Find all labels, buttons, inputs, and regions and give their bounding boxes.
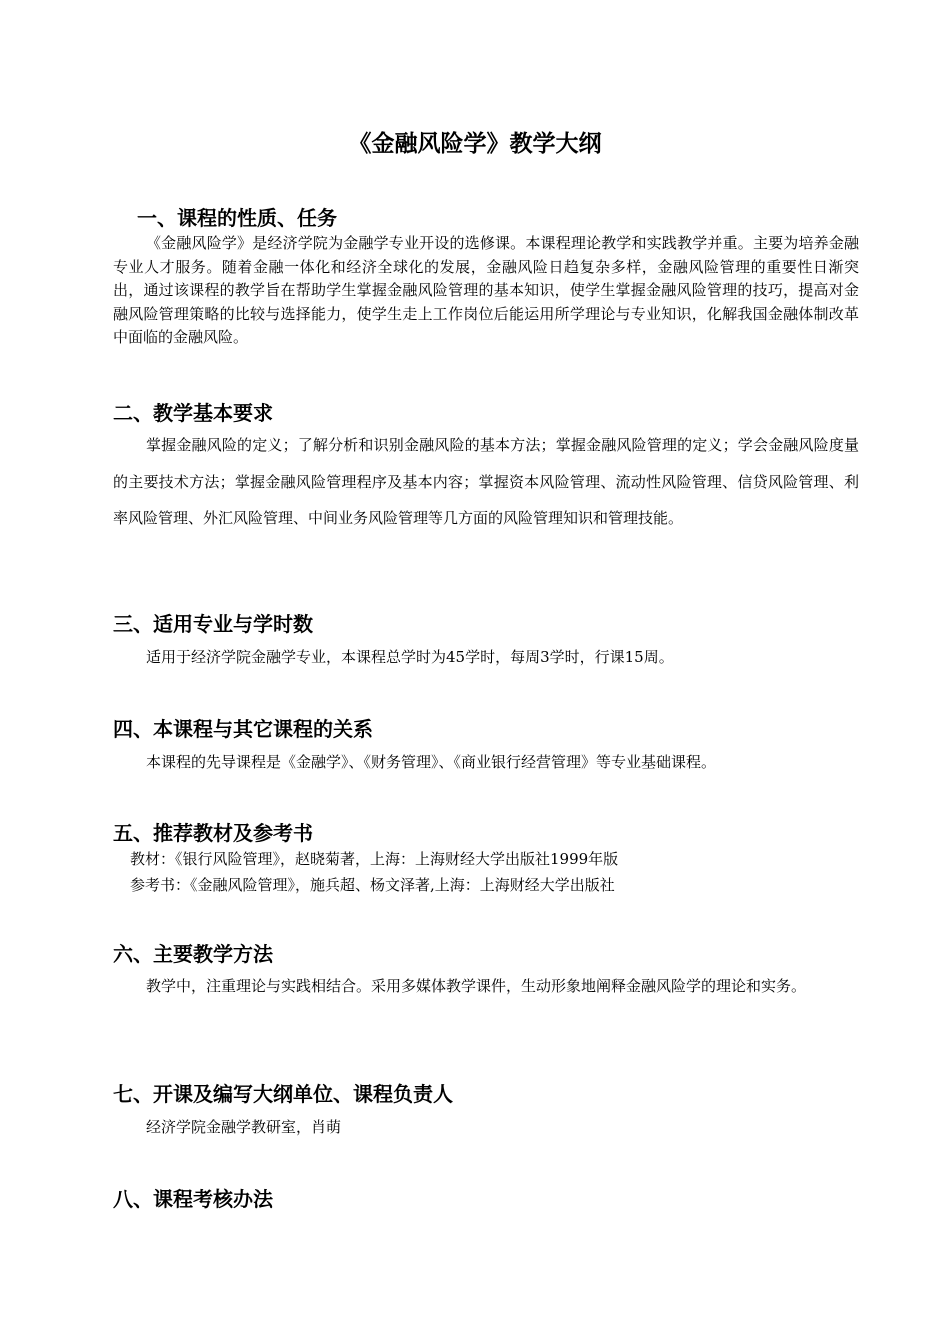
section-5-heading: 五、推荐教材及参考书 [113,821,313,845]
section-3-text: 适用于经济学院金融学专业，本课程总学时为45学时，每周3学时，行课15周。 [146,648,674,666]
section-7-text: 经济学院金融学教研室，肖萌 [146,1118,342,1136]
section-6-text: 教学中，注重理论与实践相结合。采用多媒体教学课件，生动形象地阐释金融风险学的理论和实务。 [146,977,807,995]
section-1-heading: 一、课程的性质、任务 [137,206,337,230]
section-1-text: 《金融风险学》是经济学院为金融学专业开设的选修课。本课程理论教学和实践教学并重。主要为培养金融专业人才服务。随着金融一体化和经济全球化的发展，金融风险日趋复杂多样，金融风险管理的重要性日渐突出，通过该课程的教学旨在帮助学生掌握金融风险管理的基本知识，使学生掌握金融风险管理的技巧，提高对金融风险管理策略的比较与选择能力，使学生走上工作岗位后能运用所学理论与专业知识，化解我国金融体制改革中面临的金融风险。 [113,234,859,346]
textbook-line: 教材：《银行风险管理》，赵晓菊著，上海：上海财经大学出版社1999年版 [130,850,619,868]
section-8-heading: 八、课程考核办法 [113,1187,273,1211]
section-4-text: 本课程的先导课程是《金融学》、《财务管理》、《商业银行经营管理》等专业基础课程。 [146,753,717,771]
section-2-text: 掌握金融风险的定义；了解分析和识别金融风险的基本方法；掌握金融风险管理的定义；学会金融风险度量的主要技术方法；掌握金融风险管理程序及基本内容；掌握资本风险管理、流动性风险管理、信贷风险管理、利率风险管理、外汇风险管理、中间业务风险管理等几方面的风险管理知识和管理技能。 [113,436,859,527]
section-3-heading: 三、适用专业与学时数 [113,612,313,636]
section-7-heading: 七、开课及编写大纲单位、课程负责人 [113,1082,453,1106]
section-2-heading: 二、教学基本要求 [113,401,273,425]
section-4-heading: 四、本课程与其它课程的关系 [113,717,373,741]
reference-line: 参考书：《金融风险管理》，施兵超、杨文泽著,上海：上海财经大学出版社 [130,876,615,894]
document-title: 《金融风险学》教学大纲 [348,131,602,157]
section-6-heading: 六、主要教学方法 [113,942,273,966]
